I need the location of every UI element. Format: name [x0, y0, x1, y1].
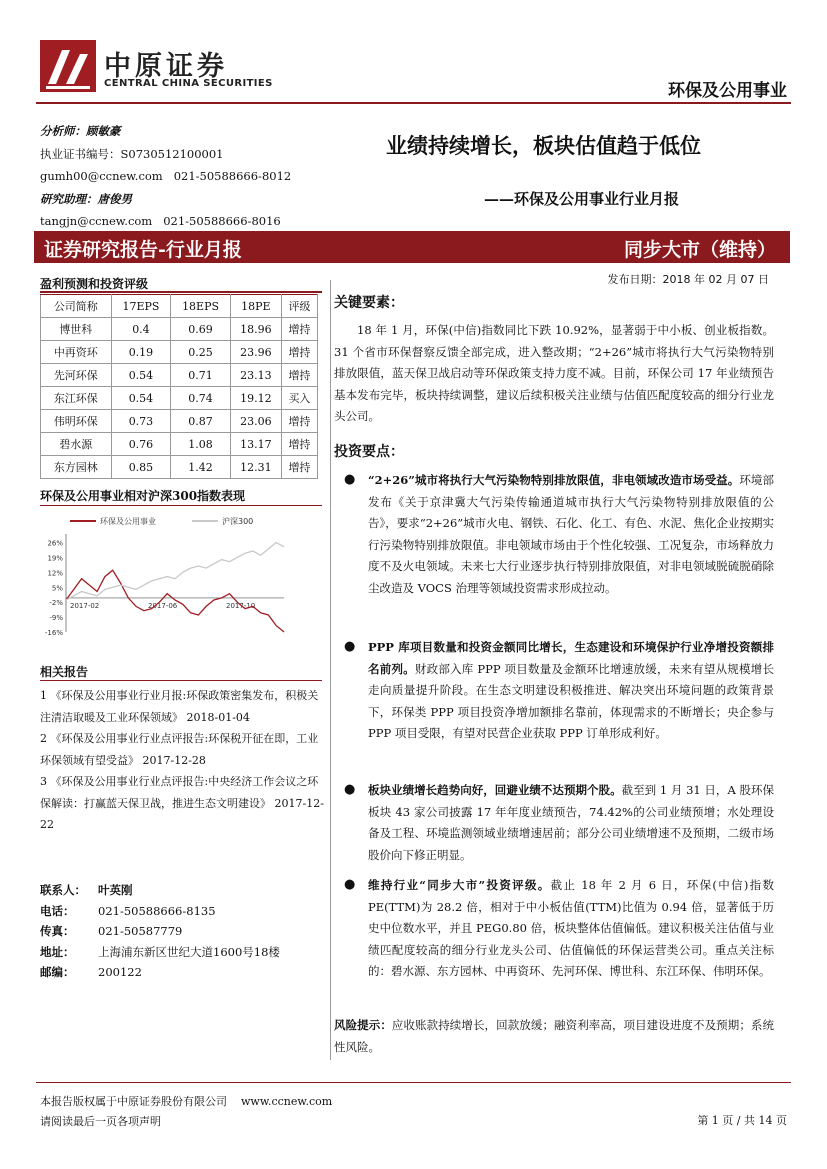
key-points-body: 18 年 1 月，环保(中信)指数同比下跌 10.92%，显著弱于中小板、创业板指数。31 个省市环保督察反馈全部完成，进入整改期；“2+26”城市将执行大气污染物特别排放限值，蓝天保卫战启动等环保政策支持力度不减。目前，环保公司 17 年业绩预告基本发布完毕，板块持续调整，建议后续积极关注业绩与估值匹配度较高的细分行业龙头公司。 — [334, 323, 774, 423]
cell: 19.12 — [230, 387, 281, 410]
point-body: 环境部发布《关于京津冀大气污染传输通道城市执行大气污染物特别排放限值的公告》，要求“2+26”城市火电、钢铁、石化、化工、有色、水泥、焦化企业按期实行污染物特别排放限值。非电领域市场由于个性化较强、工况复杂，市场释放力度不及火电领域。未来七大行业逐步执行特别排放限值，对非电领域脱硫脱硝除尘改造及 VOCS 治理等领域投资需求形成拉动。 — [368, 473, 774, 595]
y-tick-label: 12% — [47, 569, 63, 578]
bullet-icon: ● — [344, 639, 356, 654]
assistant-name: 唐俊男 — [97, 191, 132, 206]
estimates-rule — [40, 291, 322, 293]
related-rule — [40, 680, 322, 681]
footer-left — [40, 1092, 332, 1132]
cell: 13.17 — [230, 433, 281, 456]
cell: 0.25 — [171, 341, 231, 364]
cell: 0.54 — [111, 387, 171, 410]
investment-points-title: 投资要点： — [334, 444, 404, 460]
cell: 12.31 — [230, 456, 281, 479]
cell: 0.19 — [111, 341, 171, 364]
contact-address: 上海浦东新区世纪大道1600号18楼 — [98, 944, 280, 959]
cell: 18.96 — [230, 318, 281, 341]
point-body: 截止 18 年 2 月 6 日，环保(中信)指数 PE(TTM)为 28.2 倍，相对于中小板估值(TTM)比值为 0.94 倍，显著低于历史中位数水平，并且 PEG0.80 倍，板块整体估值偏低。建议积极关注估值与业绩匹配度较高的细分行业龙头公司、估值偏低的环保运营类公司。重点关注标的：碧水源、东方园林、中再资环、先河环保、博世科、东江环保、伟明环保。 — [368, 878, 774, 978]
y-tick-label: -16% — [44, 629, 63, 637]
company-logo-icon — [40, 40, 96, 92]
logo-chinese-name: 中原证券 — [104, 51, 228, 82]
point-heading: 板块业绩增长趋势向好，回避业绩不达预期个股。 — [368, 783, 622, 797]
cell: 0.87 — [171, 410, 231, 433]
investment-point — [368, 470, 774, 599]
assistant-email[interactable]: tangjn@ccnew.com — [40, 214, 153, 228]
cell: 先河环保 — [41, 364, 112, 387]
column-divider — [330, 280, 331, 1060]
estimates-table — [40, 294, 318, 479]
related-report-item[interactable]: 3 《环保及公用事业行业点评报告:中央经济工作会议之环保解读：打赢蓝天保卫战，推进生态文明建设》 2017-12-22 — [40, 775, 324, 831]
estimates-title: 盈利预测和投资评级 — [40, 277, 149, 291]
cell: 0.85 — [111, 456, 171, 479]
contact-zip-label: 邮编： — [40, 965, 75, 979]
cell: 1.42 — [171, 456, 231, 479]
risk-label: 风险提示： — [334, 1018, 392, 1032]
publish-date: 发布日期：2018 年 02 月 07 日 — [607, 273, 769, 286]
point-heading: 维持行业“同步大市”投资评级。 — [368, 878, 551, 892]
footer-website-link[interactable]: www.ccnew.com — [241, 1095, 333, 1108]
contact-phone-label: 电话： — [40, 903, 75, 918]
report-title: 业绩持续增长，板块估值趋于低位 — [386, 133, 701, 158]
table-row — [41, 456, 318, 479]
cell: 1.08 — [171, 433, 231, 456]
y-tick-label: -9% — [49, 614, 63, 623]
analyst-phone: 021-50588666-8012 — [173, 169, 292, 183]
table-row — [41, 341, 318, 364]
cell: 东方园林 — [41, 456, 112, 479]
column-header: 18PE — [230, 295, 281, 318]
report-subtitle: ——环保及公用事业行业月报 — [484, 190, 680, 208]
series-line — [66, 543, 284, 601]
related-report-item[interactable]: 2 《环保及公用事业行业点评报告:环保税开征在即，工业环保领域有望受益》 2017-12-28 — [40, 732, 319, 767]
chart-axes — [45, 534, 284, 637]
contact-person: 叶英刚 — [98, 883, 133, 897]
legend-label: 沪深300 — [222, 517, 254, 526]
bullet-icon: ● — [344, 782, 356, 797]
point-heading: PPP 库项目数量和投资金额同比增长，生态建设和环境保护行业净增投资额排名前列。 — [368, 640, 774, 676]
investment-point — [368, 780, 774, 866]
cell: 0.4 — [111, 318, 171, 341]
column-header: 公司简称 — [41, 295, 112, 318]
table-row — [41, 387, 318, 410]
cell: 东江环保 — [41, 387, 112, 410]
industry-rating: 同步大市（维持） — [623, 239, 776, 261]
risk-warning — [334, 1015, 774, 1058]
y-tick-label: 5% — [51, 584, 63, 593]
x-tick-label: 2017-10 — [226, 601, 256, 610]
chart-title-rule — [40, 505, 322, 506]
cell: 碧水源 — [41, 433, 112, 456]
legend-label: 环保及公用事业 — [100, 517, 156, 526]
header-rule — [36, 102, 791, 104]
page-number: 第 1 页 / 共 14 页 — [697, 1114, 787, 1127]
cell: 23.06 — [230, 410, 281, 433]
footer-rule — [36, 1082, 791, 1083]
chart-legend — [70, 516, 253, 526]
x-tick-label: 2017-02 — [70, 601, 100, 610]
cell: 23.13 — [230, 364, 281, 387]
column-header: 17EPS — [111, 295, 171, 318]
related-report-item[interactable]: 1 《环保及公用事业行业月报:环保政策密集发布，积极关注清洁取暖及工业环保领域》 2018-01-04 — [40, 689, 319, 724]
chart-title: 环保及公用事业相对沪深300指数表现 — [40, 489, 246, 503]
y-tick-label: -2% — [49, 599, 63, 608]
related-reports-title: 相关报告 — [40, 665, 89, 679]
table-row — [41, 364, 318, 387]
contact-address-label: 地址： — [40, 944, 75, 959]
footer-notice: 请阅读最后一页各项声明 — [40, 1115, 161, 1128]
cell: 0.74 — [171, 387, 231, 410]
cell: 伟明环保 — [41, 410, 112, 433]
cell: 增持 — [281, 456, 317, 479]
related-reports-list — [40, 685, 326, 836]
contact-phone: 021-50588666-8135 — [98, 903, 216, 918]
contact-fax-label: 传真： — [40, 924, 75, 938]
y-tick-label: 19% — [47, 554, 63, 563]
bullet-icon: ● — [344, 472, 356, 487]
chart-lines — [66, 543, 284, 633]
sector-label: 环保及公用事业 — [668, 81, 787, 101]
point-heading: “2+26”城市将执行大气污染物特别排放限值，非电领域改造市场受益。 — [368, 473, 740, 487]
x-tick-label: 2017-06 — [148, 601, 178, 610]
cell: 中再资环 — [41, 341, 112, 364]
contact-info — [40, 880, 280, 983]
cell: 博世科 — [41, 318, 112, 341]
cell: 增持 — [281, 410, 317, 433]
table-row — [41, 318, 318, 341]
risk-body: 应收账款持续增长，回款放缓；融资利率高，项目建设进度不及预期；系统性风险。 — [334, 1018, 774, 1054]
key-points-title: 关键要素： — [334, 295, 404, 311]
analyst-cert: 执业证书编号：S0730512100001 — [40, 146, 224, 161]
assistant-label: 研究助理： — [40, 191, 98, 206]
analyst-label: 分析师： — [40, 124, 86, 138]
investment-point — [368, 637, 774, 745]
contact-zip: 200122 — [98, 965, 142, 979]
analyst-info — [40, 120, 291, 233]
y-tick-label: 26% — [47, 539, 63, 548]
table-header-row — [41, 295, 318, 318]
report-type: 证券研究报告-行业月报 — [44, 239, 242, 261]
contact-person-label: 联系人： — [40, 883, 86, 897]
cell: 0.76 — [111, 433, 171, 456]
analyst-name: 顾敏豪 — [86, 124, 121, 138]
analyst-email[interactable]: gumh00@ccnew.com — [40, 169, 163, 183]
bullet-icon: ● — [344, 877, 356, 892]
table-row — [41, 410, 318, 433]
cell: 增持 — [281, 318, 317, 341]
cell: 买入 — [281, 387, 317, 410]
report-banner — [34, 231, 790, 263]
cell: 增持 — [281, 341, 317, 364]
contact-fax: 021-50587779 — [98, 924, 183, 938]
assistant-phone: 021-50588666-8016 — [163, 214, 281, 228]
logo-english-name: CENTRAL CHINA SECURITIES — [104, 78, 273, 89]
point-body: 财政部入库 PPP 项目数量及金额环比增速放缓，未来有望从规模增长走向质量提升阶段。在生态文明建设积极推进、解决突出环境问题的政策背景下，环保类 PPP 项目投资净增加额排名靠前，体现需求的不断增长；央企参与 PPP 项目受限，有望对民营企业获取 PPP 订单形成利好。 — [368, 661, 774, 740]
cell: 23.96 — [230, 341, 281, 364]
cell: 0.54 — [111, 364, 171, 387]
cell: 0.73 — [111, 410, 171, 433]
point-body: 截至到 1 月 31 日，A 股环保板块 43 家公司披露 17 年年度业绩预告，74.42%的公司业绩预增；水处理设备及工程、环境监测领域业绩增速居前；部分公司业绩增速不及预期，二级市场股价向下修正明显。 — [368, 783, 774, 862]
cell: 0.71 — [171, 364, 231, 387]
footer-copyright: 本报告版权属于中原证券股份有限公司 — [40, 1095, 227, 1108]
cell: 增持 — [281, 433, 317, 456]
investment-point — [368, 875, 774, 983]
relative-performance-chart — [36, 510, 318, 642]
cell: 增持 — [281, 364, 317, 387]
column-header: 评级 — [281, 295, 317, 318]
table-row — [41, 433, 318, 456]
cell: 0.69 — [171, 318, 231, 341]
column-header: 18EPS — [171, 295, 231, 318]
